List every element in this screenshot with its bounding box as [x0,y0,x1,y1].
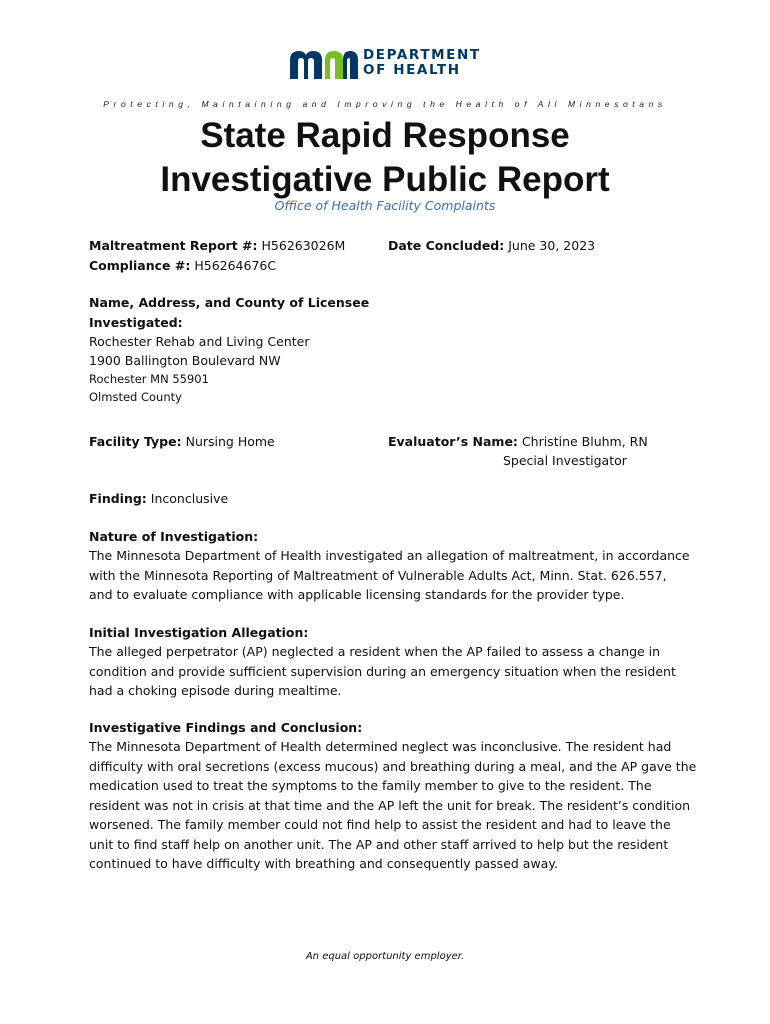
licensee-label-2: Investigated: [89,315,183,330]
paragraph-line: continued to have difficulty with breathing and consequently passed away. [89,856,558,871]
paragraph-line: The Minnesota Department of Health investigated an allegation of maltreatment, in accordance [89,548,690,563]
logo-text [363,48,481,78]
paragraph-line: resident was not in crisis at that time and the AP left the unit for break. The resident’s condition [89,797,691,813]
paragraph-line: and to evaluate compliance with applicable licensing standards for the provider type. [89,587,625,602]
findings-heading: Investigative Findings and Conclusion: [89,720,363,735]
paragraph-line: medication used to treat the symptoms to the family member to give to the resident. The [89,778,652,793]
finding-line [89,489,228,509]
maltreatment-label: Maltreatment Report #: [89,238,258,253]
licensee-city: Rochester MN 55901 [89,372,209,386]
evaluator-line [388,432,648,452]
licensee-county: Olmsted County [89,390,182,404]
paragraph-line: condition and provide sufficient supervision during an emergency situation when the resident [89,663,676,679]
office-subtitle: Office of Health Facility Complaints [274,198,496,213]
paragraph-line: The Minnesota Department of Health determined neglect was inconclusive. The resident had [89,739,672,754]
footer-text: An equal opportunity employer. [305,951,465,962]
evaluator-name: Christine Bluhm, RN [521,434,648,449]
paragraph-line: worsened. The family member could not find help to assist the resident and had to leave the [89,817,671,832]
facility-type-line [89,432,275,452]
finding-label: Finding: [89,491,147,506]
allegation-heading: Initial Investigation Allegation: [89,625,309,640]
date-concluded-line [388,236,595,256]
nature-heading: Nature of Investigation: [89,529,259,544]
report-title [0,114,770,202]
mdh-logo [290,47,490,81]
logo-line-1: DEPARTMENT [363,47,481,63]
paragraph-line: difficulty with oral secretions (excess mucous) and breathing during a meal, and the AP gave the [89,758,697,774]
nature-paragraph [89,546,690,605]
title-line-2: Investigative Public Report [160,160,610,199]
finding-value: Inconclusive [150,491,229,506]
maltreatment-report-line [89,236,345,256]
licensee-label-1: Name, Address, and County of Licensee [89,295,370,310]
compliance-line [89,256,276,276]
evaluator-title: Special Investigator [503,453,627,468]
paragraph-line: unit to find staff help on another unit. The AP and other staff arrived to help but the resident [89,836,669,852]
title-line-1: State Rapid Response [200,116,570,155]
findings-paragraph [89,737,696,874]
allegation-paragraph [89,642,676,701]
paragraph-line: with the Minnesota Reporting of Maltreatment of Vulnerable Adults Act, Minn. Stat. 626.557, [89,567,667,583]
facility-type-label: Facility Type: [89,434,182,449]
maltreatment-value: H56263026M [261,238,346,253]
paragraph-line: The alleged perpetrator (AP) neglected a resident when the AP failed to assess a change in [89,644,661,659]
licensee-name: Rochester Rehab and Living Center [89,334,310,349]
tagline: Protecting, Maintaining and Improving the Health of All Minnesotans [103,99,667,109]
facility-type-value: Nursing Home [185,434,275,449]
logo-line-2: OF HEALTH [363,62,461,78]
paragraph-line: had a choking episode during mealtime. [89,683,342,698]
date-concluded-value: June 30, 2023 [508,238,596,253]
compliance-value: H56264676C [194,258,277,273]
date-concluded-label: Date Concluded: [388,238,505,253]
licensee-street: 1900 Ballington Boulevard NW [89,353,281,368]
compliance-label: Compliance #: [89,258,191,273]
mn-logo-mark-icon [290,49,358,79]
evaluator-label: Evaluator’s Name: [388,434,518,449]
